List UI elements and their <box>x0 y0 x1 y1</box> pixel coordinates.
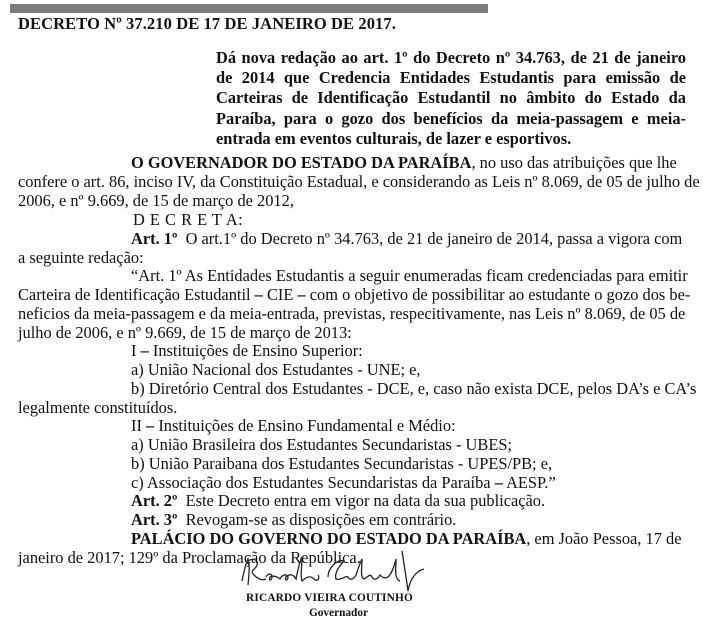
art1-line-2: a seguinte redação: <box>18 248 144 267</box>
closing-line-2: janeiro de 2017; 129º da Proclamação da República. <box>18 548 361 567</box>
quote-line-1: “Art. 1º As Entidades Estudantis a seguir enumeradas ficam credenciadas para emitir <box>131 266 688 285</box>
closing-bold: PALÁCIO DO GOVERNO DO ESTADO DA PARAÍBA <box>131 529 527 548</box>
closing-line-1-rest: , em João Pessoa, 17 de <box>526 529 682 548</box>
section-2-heading <box>131 416 456 436</box>
decreta-heading: D E C R E T A: <box>133 210 244 229</box>
preamble-bold: O GOVERNADOR DO ESTADO DA PARAÍBA <box>131 153 472 172</box>
closing-line-1 <box>131 529 681 549</box>
section-1-text: Instituições de Ensino Superior: <box>148 341 363 360</box>
art2-text: Este Decreto entra em vigor na data da sua publicação. <box>185 491 546 510</box>
section-2-item-b: b) União Paraibana dos Estudantes Secundaristas - UPES/PB; e, <box>131 454 553 473</box>
section-1-heading <box>131 341 363 361</box>
decree-title: DECRETO Nº 37.210 DE 17 DE JANEIRO DE 2017. <box>18 14 396 33</box>
header-bar <box>10 4 488 13</box>
quote-dash-2: – <box>297 285 306 304</box>
section-2-dash: – <box>146 416 155 435</box>
preamble-line-2: confere o art. 86, inciso IV, da Constituição Estadual, e considerando as Leis nº 8.069, de 05 de julho de <box>18 172 700 191</box>
signatory-name: RICARDO VIEIRA COUTINHO <box>246 592 413 604</box>
section-1-item-b-cont: legalmente constituídos. <box>18 398 178 417</box>
section-1-dash: – <box>140 341 149 360</box>
preamble-line-1-rest: , no uso das atribuições que lhe <box>471 153 677 172</box>
quote-line-2-part-c: com o objetivo de possibilitar ao estudante o gozo dos be- <box>305 285 691 304</box>
preamble-line-3: 2006, e nº 9.669, de 15 de março de 2012, <box>18 191 294 210</box>
section-1-number: I <box>131 341 141 360</box>
handwritten-signature <box>236 547 436 595</box>
section-1-item-b: b) Diretório Central dos Estudantes - DCE, e, caso não exista DCE, pelos DA’s e CA’s <box>131 379 697 398</box>
art2 <box>131 491 545 511</box>
art3 <box>131 510 456 530</box>
section-2-item-c-dash: – <box>494 473 503 492</box>
art1-text: O art.1º do Decreto nº 34.763, de 21 de janeiro de 2014, passa a vigora com <box>185 229 683 248</box>
art2-label: Art. 2º <box>131 491 178 510</box>
art3-label: Art. 3º <box>131 510 178 529</box>
section-2-item-c-end: AESP.” <box>502 473 556 492</box>
quote-line-2-part-a: Carteira de Identificação Estudantil <box>18 285 255 304</box>
art1-label: Art. 1º <box>131 229 178 248</box>
decree-summary: Dá nova redação ao art. 1º do Decreto nº 34.763, de 21 de janeiro de 2014 que Credencia Entidades Estudantis para emissão de Carteiras de Identificação Estudantil no âmbito do Estado da Paraíba, para o gozo dos benefícios da meia-passagem e meia-entrada em eventos culturais, de lazer e esportivos. <box>216 48 686 148</box>
section-2-item-a: a) União Brasileira dos Estudantes Secundaristas - UBES; <box>131 435 513 454</box>
section-2-number: II <box>131 416 147 435</box>
quote-dash-1: – <box>254 285 263 304</box>
preamble-line-1 <box>131 153 677 173</box>
quote-line-2-part-b: CIE <box>262 285 298 304</box>
quote-line-2 <box>18 285 690 305</box>
art3-text: Revogam-se as disposições em contrário. <box>185 510 457 529</box>
art1-line-1 <box>131 229 682 249</box>
section-2-item-c-text: c) Associação dos Estudantes Secundaristas da Paraíba <box>131 473 495 492</box>
section-2-item-c <box>131 473 556 493</box>
section-1-item-a: a) União Nacional dos Estudantes - UNE; e, <box>131 360 421 379</box>
section-2-text: Instituições de Ensino Fundamental e Médio: <box>154 416 456 435</box>
quote-line-3: neficios da meia-passagem e da meia-entrada, previstas, respecitivamente, nas Leis nº 8.069, de 05 de <box>18 304 686 323</box>
signatory-role: Governador <box>309 607 368 619</box>
quote-line-4: julho de 2006, e nº 9.669, de 15 de março de 2013: <box>18 323 352 342</box>
